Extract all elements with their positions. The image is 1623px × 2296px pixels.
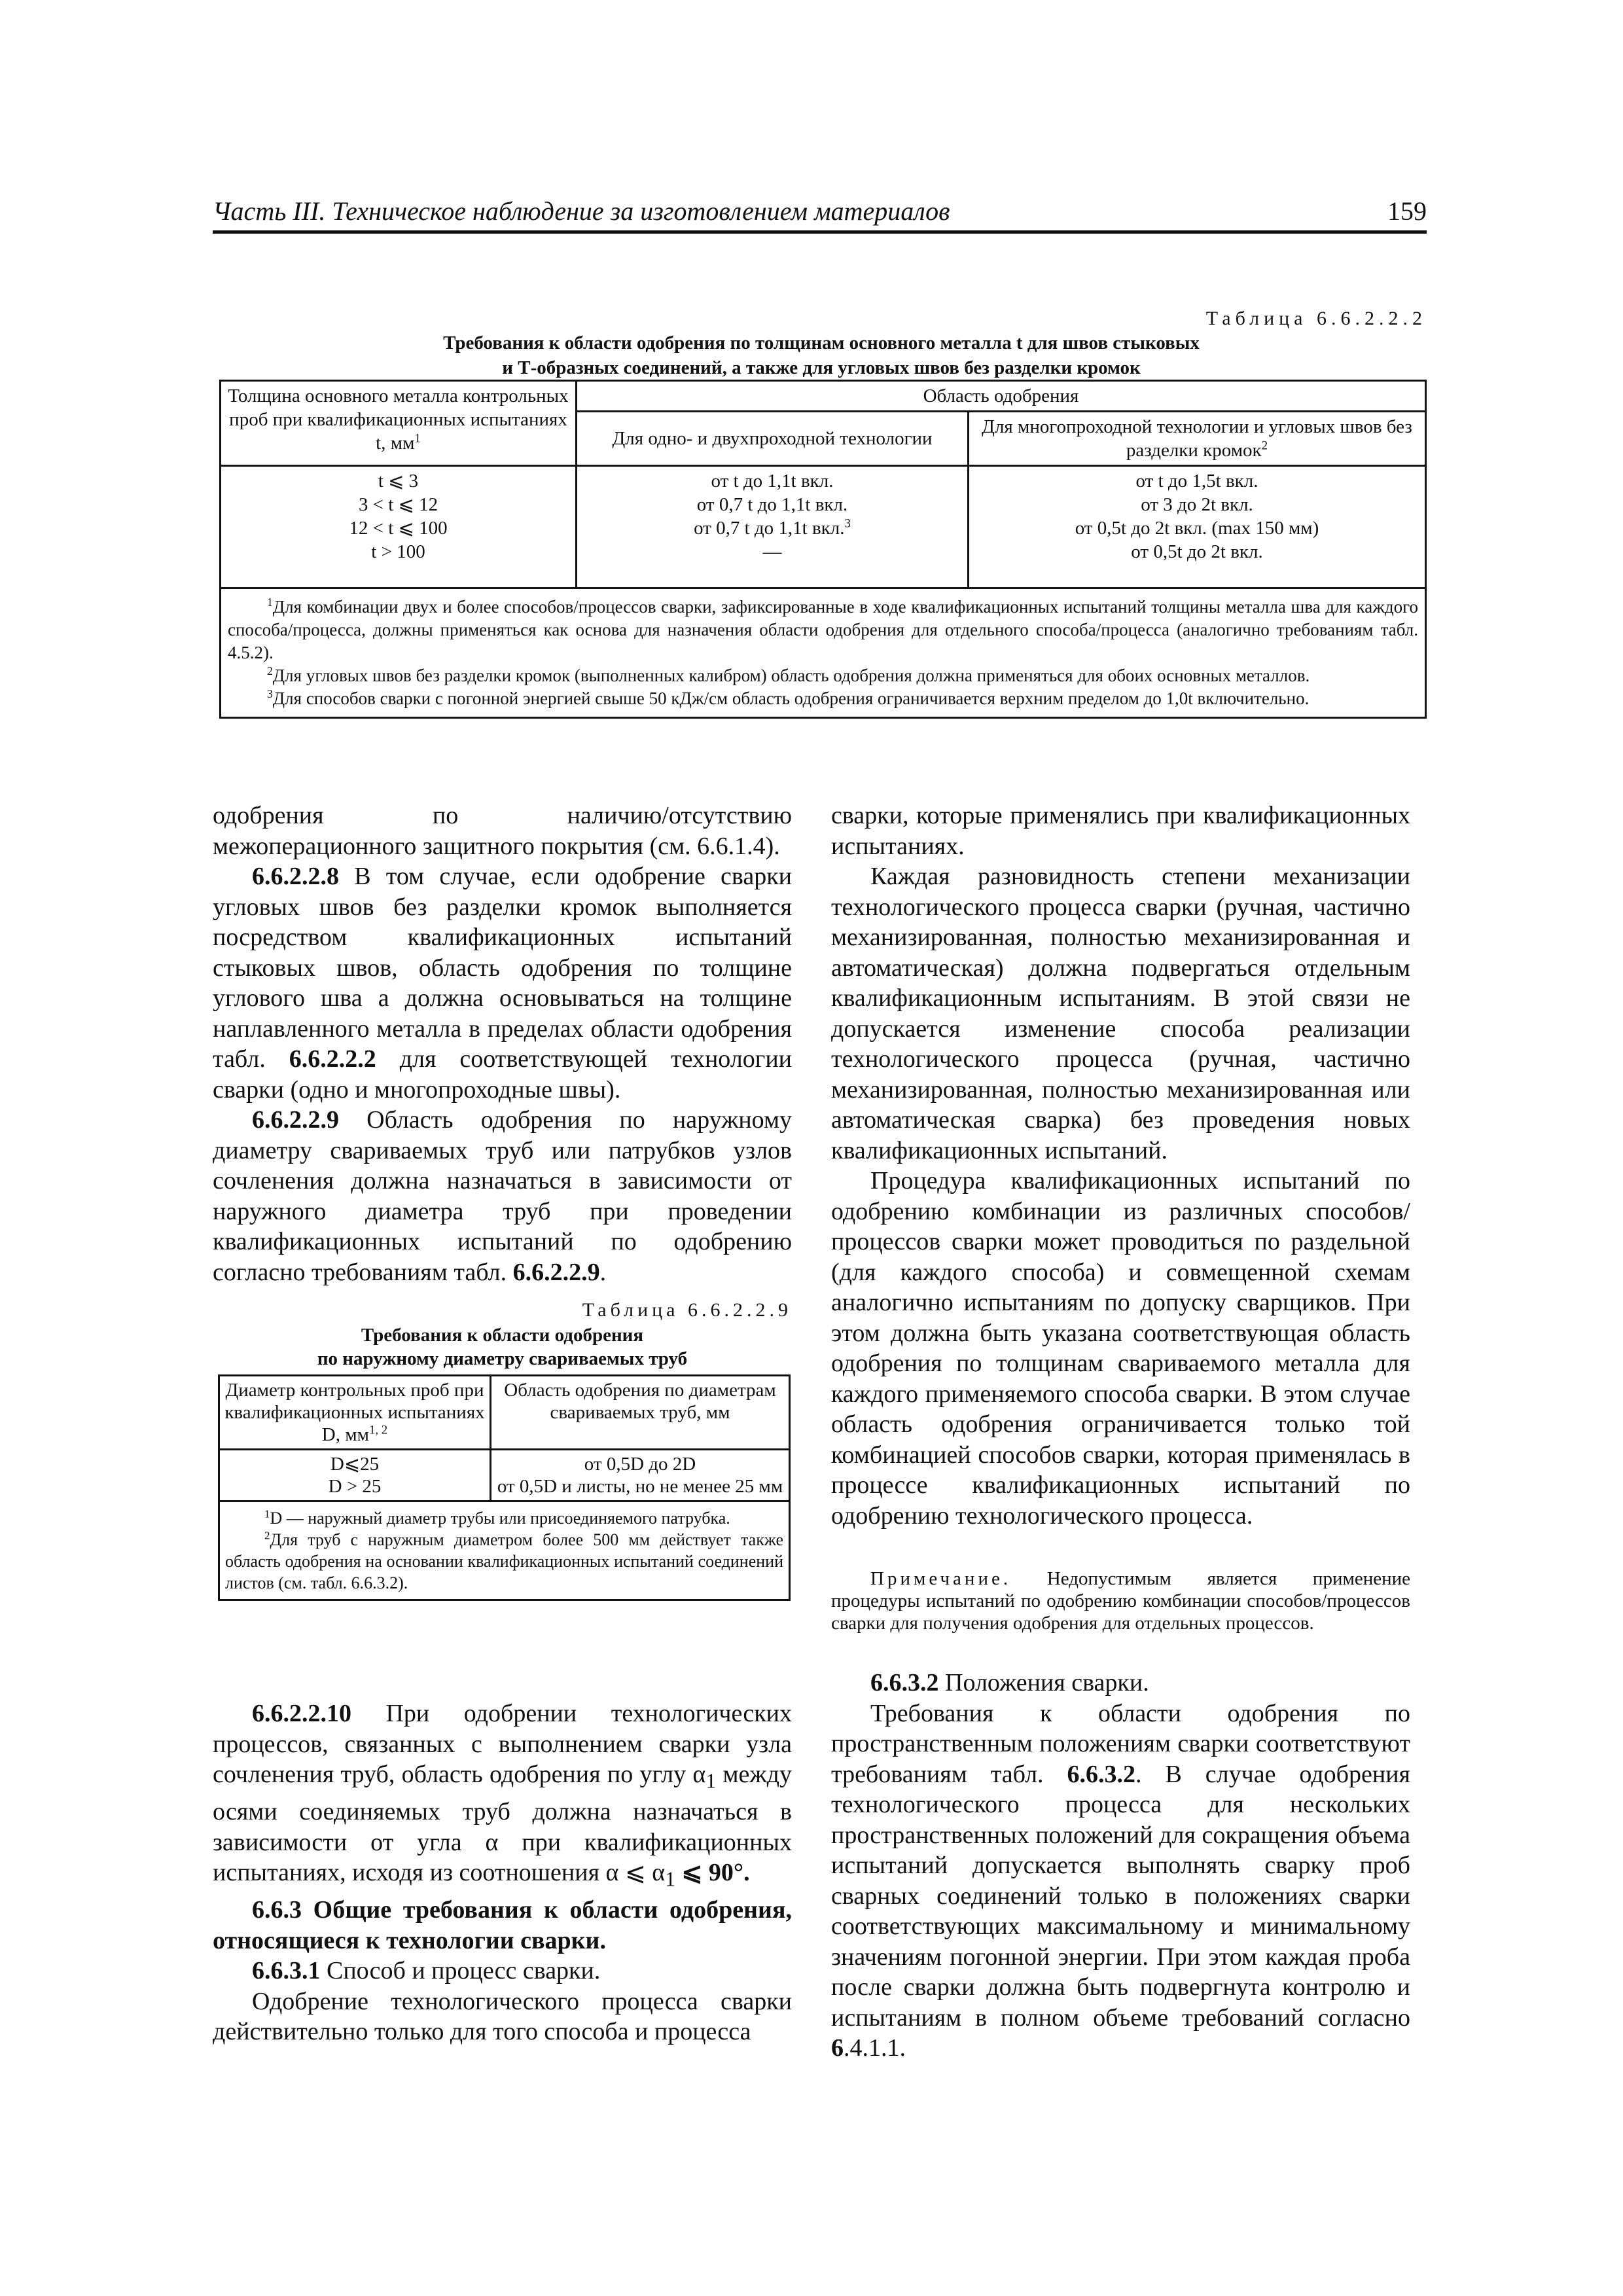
table1-header-row xyxy=(221,381,1426,412)
paragraph: одобрения по наличию/отсутствию межоперационного защитного покрытия (см. 6.6.1.4). xyxy=(213,802,792,860)
table1-multi-value: от 0,5t до 2t вкл. xyxy=(1131,541,1263,562)
table1-notes-row xyxy=(221,588,1426,718)
table1-notes xyxy=(221,588,1426,718)
table1-multi-cell xyxy=(969,466,1426,588)
table1-thickness-value: t ⩽ 3 xyxy=(378,471,419,492)
table2-data-row xyxy=(219,1450,790,1501)
table2-diameter-value: D⩽25 xyxy=(330,1454,380,1475)
paragraph: Процедура квалификационных испытаний по одобрению комбинации из различных способов/процессов сварки может проводиться по раздельной (для каждого способа) и совмещенной схемам аналогично испытаниям по допуску сварщиков. При этом должна быть указана соответствующая область одобрения по толщинам свариваемого металла для каждого применяемого способа сварки. В этом случае область одобрения ограничивается только той комбинацией способов сварки, которая применялась в процессе квалификационных испытаний по одобрению технологического процесса. xyxy=(831,1167,1410,1530)
table2-range-cell xyxy=(491,1450,790,1501)
right-column-upper xyxy=(831,800,1410,1531)
table1-single-value: — xyxy=(762,541,782,562)
table1-head-single: Для одно- и двухпроходной технологии xyxy=(577,412,969,466)
table1-thickness-value: 3 < t ⩽ 12 xyxy=(358,494,438,515)
left-column-upper xyxy=(213,800,792,1287)
table1-thickness-value: 12 < t ⩽ 100 xyxy=(349,518,448,539)
table1-multi-value: от 0,5t до 2t вкл. (max 150 мм) xyxy=(1075,518,1319,539)
page-header xyxy=(213,196,1427,234)
table2-range-value: от 0,5D и листы, но не менее 25 мм xyxy=(497,1476,783,1497)
table1-footnote-1: $^1$Для комбинации двух и более способов/процессов сварки, зафиксированные в ходе квалификационных испытаний толщины металла шва для каждого способа/процесса, должны применяться как основа для назначения области одобрения для отдельного способа/процесса (аналогично требованиям табл. 4.5.2). xyxy=(228,596,1418,662)
paragraph: Каждая разновидность степени механизации технологического процесса сварки (ручная, частично механизированная, полностью механизированная и автоматическая) должна подвергаться отдельным квалификационным испытаниям. В этой связи не допускается изменение способа реализации технологического процесса (ручная, частично механизированная, полностью механизированная или автоматическая сварка) без проведения новых квалификационных испытаний. xyxy=(831,863,1410,1164)
table2-head-approval: Область одобрения по диаметрам свариваемых труб, мм xyxy=(491,1376,790,1450)
table2-diameter-value: D > 25 xyxy=(328,1476,382,1497)
table1-footnote-3: $^3$Для способов сварки с погонной энергией свыше 50 кДж/см область одобрения ограничивается верхним пределом до 1,0t включительно. xyxy=(267,687,1310,708)
section-6-6-3-2-heading: 6.6.3.2 Положения сварки. xyxy=(870,1669,1149,1696)
table2-diameter-cell xyxy=(219,1450,491,1501)
table2-title-line1: Требования к области одобрения xyxy=(361,1325,644,1346)
table2-footnote-1: $^1$D — наружный диаметр трубы или присоединяемого патрубка. xyxy=(264,1507,730,1528)
table1-multi-value: от 3 до 2t вкл. xyxy=(1141,494,1253,515)
table2-title-line2: по наружному диаметру свариваемых труб xyxy=(317,1348,688,1369)
paragraph: Требования к области одобрения по пространственным положениям сварки соответствуют требованиям табл. 6.6.3.2. В случае одобрения технологического процесса для нескольких пространственных положений для сокращения объема испытаний допускается выполнять сварку проб сварных соединений только в положениях сварки соответствующих максимальному и минимальному значениям погонной энергии. При этом каждая проба после сварки должна быть подвергнута контролю и испытаниям в полном объеме требований согласно 6.4.1.1. xyxy=(831,1699,1411,2062)
paragraph-6-6-2-2-8: 6.6.2.2.8 В том случае, если одобрение сварки угловых швов без разделки кромок выполняется посредством квалификационных испытаний стыковых швов, область одобрения по толщине углового шва a должна основываться на толщине наплавленного металла в пределах области одобрения табл. 6.6.2.2.2 для соответствующей технологии сварки (одно и многопроходные швы). xyxy=(213,863,792,1103)
table2-title xyxy=(213,1323,792,1371)
table1-single-value: от 0,7 t до 1,1t вкл. xyxy=(696,494,848,515)
note-block xyxy=(831,1568,1410,1634)
table1-data-row xyxy=(221,466,1426,588)
table1-single-value: от t до 1,1t вкл. xyxy=(711,471,834,492)
running-title: Часть III. Техническое наблюдение за изготовлением материалов xyxy=(213,196,950,226)
table1-thickness-cell xyxy=(221,466,577,588)
table1-title-line2: и Т-образных соединений, а также для угловых швов без разделки кромок xyxy=(502,357,1141,378)
table1-title xyxy=(223,331,1420,380)
table2-notes-row xyxy=(219,1501,790,1600)
table2-notes xyxy=(219,1501,790,1600)
table2-label: Таблица 6.6.2.2.9 xyxy=(582,1299,792,1321)
table-thickness-approval xyxy=(219,380,1427,719)
left-column-lower xyxy=(213,1698,792,2047)
paragraph: сварки, которые применялись при квалификационных испытаниях. xyxy=(831,802,1410,860)
table1-single-cell xyxy=(577,466,969,588)
table2-range-value: от 0,5D до 2D xyxy=(584,1454,696,1475)
table1-head-multi: Для многопроходной технологии и угловых швов без разделки кромок$^2$ xyxy=(969,412,1426,466)
page-number: 159 xyxy=(1387,196,1427,226)
table1-single-value: от 0,7 t до 1,1t вкл.$^3$ xyxy=(694,516,851,539)
table2-footnote-2: $^2$Для труб с наружным диаметром более 500 мм действует также область одобрения на основании квалификационных испытаний соединений листов (см. табл. 6.6.3.2). xyxy=(225,1529,783,1592)
note-label: Примечание. xyxy=(870,1568,1012,1589)
paragraph-6-6-2-2-10: 6.6.2.2.10 При одобрении технологических процессов, связанных с выполнением сварки узла сочленения труб, область одобрения по углу $\alpha_1$ между осями соединяемых труб должна назначаться в зависимости от угла α при квалификационных испытаниях, исходя из соотношения α ⩽ $\alpha_1$ ⩽ 90°. xyxy=(213,1700,792,1891)
paragraph-6-6-2-2-9: 6.6.2.2.9 Область одобрения по наружному диаметру свариваемых труб или патрубков узлов сочленения должна назначаться в зависимости от наружного диаметра труб при проведении квалификационных испытаний по одобрению согласно требованиям табл. 6.6.2.2.9. xyxy=(213,1106,792,1286)
table1-label: Таблица 6.6.2.2.2 xyxy=(1205,308,1427,329)
table1-thickness-value: t > 100 xyxy=(371,541,425,562)
table2-header-row xyxy=(219,1376,790,1450)
table1-head-approval: Область одобрения xyxy=(577,381,1426,412)
table1-footnote-2: $^2$Для угловых швов без разделки кромок (выполненных калибром) область одобрения должна применяться для обоих основных металлов. xyxy=(267,664,1310,685)
section-6-6-3-heading: 6.6.3 Общие требования к области одобрения, относящиеся к технологии сварки. xyxy=(213,1896,792,1954)
right-column-lower xyxy=(831,1668,1410,2064)
note-text: Недопустимым является применение процедуры испытаний по одобрению комбинации способов/процессов сварки для получения одобрения для отдельных процессов. xyxy=(831,1568,1410,1634)
section-6-6-3-1-heading: 6.6.3.1 Способ и процесс сварки. xyxy=(252,1957,601,1985)
table1-head-thickness: Толщина основного металла контрольных проб при квалификационных испытаниях t, $мм^1$ xyxy=(221,381,577,466)
table-diameter-approval xyxy=(218,1374,791,1601)
paragraph: Одобрение технологического процесса сварки действительно только для того способа и процесса xyxy=(213,1987,792,2046)
table2-head-diameter: Диаметр контрольных проб при квалификационных испытаниях D, мм$^{1, 2}$ xyxy=(219,1376,491,1450)
table1-multi-value: от t до 1,5t вкл. xyxy=(1135,471,1258,492)
table1-title-line1: Требования к области одобрения по толщинам основного металла t для швов стыковых xyxy=(443,332,1200,353)
